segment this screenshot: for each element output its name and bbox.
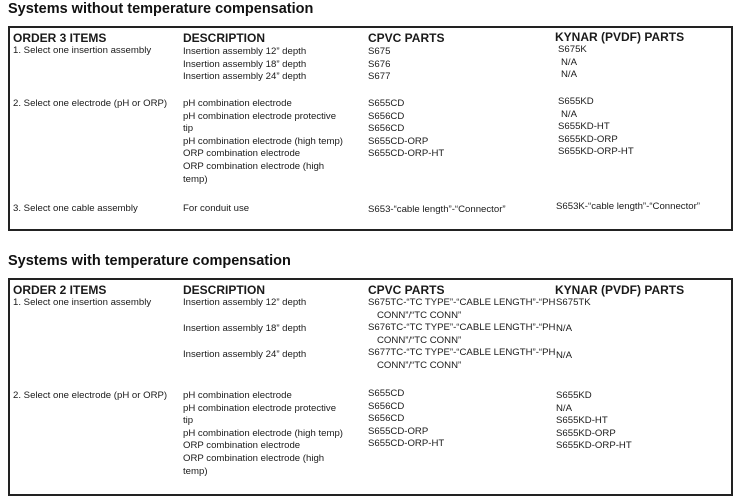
description-item: For conduit use: [183, 203, 250, 214]
section2-title: Systems with temperature compensation: [8, 253, 291, 269]
kynar-header: KYNAR (PVDF) PARTS: [555, 30, 685, 44]
order-step: 3. Select one cable assembly: [13, 203, 138, 214]
description-header: DESCRIPTION: [183, 31, 266, 45]
cpvc-part: S675TC-“TC TYPE”-“CABLE LENGTH”-“PH CONN”/“TC CONN”: [368, 297, 556, 321]
cpvc-part-list: S655CD S656CD S656CD S655CD-ORP S655CD-ORP-HT: [368, 388, 445, 450]
kynar-part-list: S655KD N/A S655KD-HT S655KD-ORP S655KD-ORP-HT: [558, 96, 634, 158]
cpvc-part: S676TC-“TC TYPE”-“CABLE LENGTH”-“PH CONN”/“TC CONN”: [368, 322, 556, 346]
description-header: DESCRIPTION: [183, 283, 266, 297]
order-header: ORDER 3 ITEMS: [13, 31, 107, 45]
description-list: pH combination electrode pH combination electrode protective tip pH combination electrode (high temp) ORP combination electrode ORP combination electrode (high temp): [183, 98, 343, 185]
order-step: 2. Select one electrode (pH or ORP): [13, 98, 168, 109]
cpvc-part-list: S655CD S656CD S656CD S655CD-ORP S655CD-ORP-HT: [368, 98, 445, 160]
cpvc-header: CPVC PARTS: [368, 283, 445, 297]
kynar-part: N/A: [556, 350, 572, 361]
description-item: Insertion assembly 24” depth: [183, 349, 307, 360]
kynar-part-list: S675K N/A N/A: [558, 44, 587, 81]
cpvc-part-list: S675 S676 S677: [368, 46, 391, 83]
kynar-part-list: S655KD N/A S655KD-HT S655KD-ORP S655KD-ORP-HT: [556, 390, 632, 452]
section1-title: Systems without temperature compensation: [8, 1, 314, 17]
description-list: Insertion assembly 12” depth Insertion assembly 18” depth Insertion assembly 24” depth: [183, 46, 307, 83]
order-step: 2. Select one electrode (pH or ORP): [13, 390, 168, 401]
kynar-part: N/A: [556, 323, 572, 334]
kynar-part: S675TK: [556, 297, 591, 308]
kynar-part: S653K-“cable length”-“Connector”: [556, 201, 700, 212]
description-item: Insertion assembly 18” depth: [183, 323, 307, 334]
order-header: ORDER 2 ITEMS: [13, 283, 107, 297]
kynar-header: KYNAR (PVDF) PARTS: [555, 283, 685, 297]
cpvc-header: CPVC PARTS: [368, 31, 445, 45]
order-step: 1. Select one insertion assembly: [13, 297, 152, 308]
cpvc-part: S677TC-“TC TYPE”-“CABLE LENGTH”-“PH CONN”/“TC CONN”: [368, 347, 556, 371]
order-step: 1. Select one insertion assembly: [13, 45, 152, 56]
description-item: Insertion assembly 12” depth: [183, 297, 307, 308]
cpvc-part: S653-“cable length”-“Connector”: [368, 204, 506, 215]
description-list: pH combination electrode pH combination electrode protective tip pH combination electrode (high temp) ORP combination electrode ORP combination electrode (high temp): [183, 390, 343, 477]
